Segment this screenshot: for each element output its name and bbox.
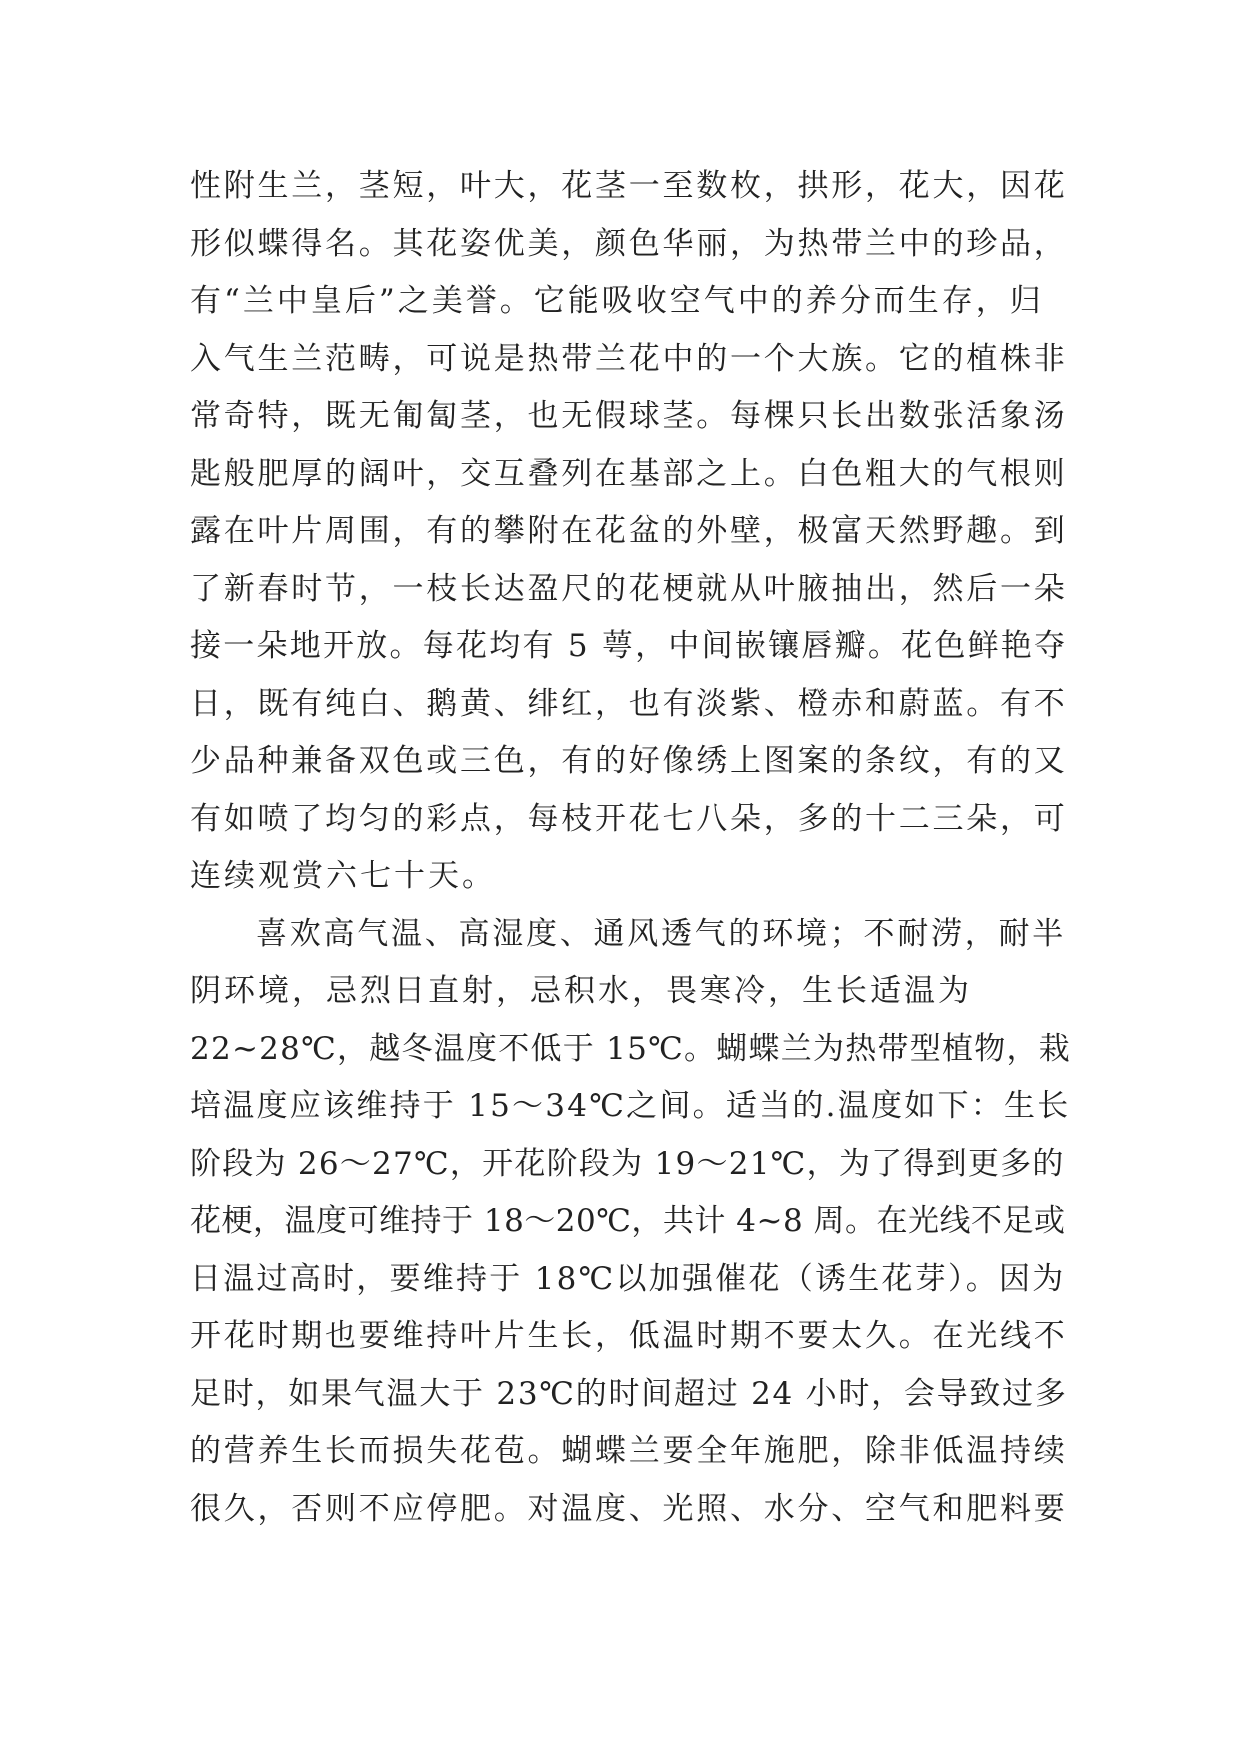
text-line-3: 有“兰中皇后”之美誉。它能吸收空气中的养分而生存，归 (190, 283, 1044, 319)
text-line-12: 有如喷了均匀的彩点，每枝开花七八朵，多的十二三朵，可 (190, 800, 1068, 837)
text-line-19: 花梗，温度可维持于 18～20℃，共计 4~8 周。在光线不足或 (190, 1203, 1066, 1239)
text-line-15: 阴环境，忌烈日直射，忌积水，畏寒冷，生长适温为 (190, 973, 972, 1009)
text-line-9: 接一朵地开放。每花均有 5 萼，中间嵌镶唇瓣。花色鲜艳夺 (190, 628, 1068, 664)
text-line-24: 很久，否则不应停肥。对温度、光照、水分、空气和肥料要 (190, 1490, 1068, 1527)
text-line-6: 匙般肥厚的阔叶，交互叠列在基部之上。白色粗大的气根则 (190, 455, 1068, 492)
text-line-22: 足时，如果气温大于 23℃的时间超过 24 小时，会导致过多 (190, 1375, 1068, 1412)
text-line-14: 喜欢高气温、高湿度、通风透气的环境；不耐涝，耐半 (256, 915, 1066, 952)
body-text (190, 158, 1070, 1538)
text-line-10: 日，既有纯白、鹅黄、绯红，也有淡紫、橙赤和蔚蓝。有不 (190, 685, 1068, 722)
text-line-7: 露在叶片周围，有的攀附在花盆的外壁，极富天然野趣。到 (190, 513, 1068, 549)
text-line-11: 少品种兼备双色或三色，有的好像绣上图案的条纹，有的又 (190, 743, 1068, 779)
text-line-8: 了新春时节，一枝长达盈尺的花梗就从叶腋抽出，然后一朵 (190, 570, 1068, 607)
text-line-13: 连续观赏六七十天。 (190, 858, 496, 894)
text-line-17: 培温度应该维持于 15～34℃之间。适当的.温度如下：生长 (190, 1088, 1071, 1124)
text-line-1: 性附生兰，茎短，叶大，花茎一至数枚，拱形，花大，因花 (190, 168, 1068, 204)
text-line-16: 22~28℃，越冬温度不低于 15℃。蝴蝶兰为热带型植物，栽 (190, 1030, 1072, 1067)
text-line-18: 阶段为 26～27℃，开花阶段为 19～21℃，为了得到更多的 (190, 1145, 1065, 1182)
text-line-2: 形似蝶得名。其花姿优美，颜色华丽，为热带兰中的珍品， (190, 225, 1068, 262)
text-line-21: 开花时期也要维持叶片生长，低温时期不要太久。在光线不 (190, 1318, 1068, 1354)
text-line-4: 入气生兰范畴，可说是热带兰花中的一个大族。它的植株非 (190, 340, 1068, 377)
text-line-20: 日温过高时，要维持于 18℃以加强催花（诱生花芽）。因为 (190, 1260, 1066, 1297)
text-line-5: 常奇特，既无匍匐茎，也无假球茎。每棵只长出数张活象汤 (190, 398, 1068, 434)
text-line-23: 的营养生长而损失花苞。蝴蝶兰要全年施肥，除非低温持续 (190, 1433, 1068, 1469)
